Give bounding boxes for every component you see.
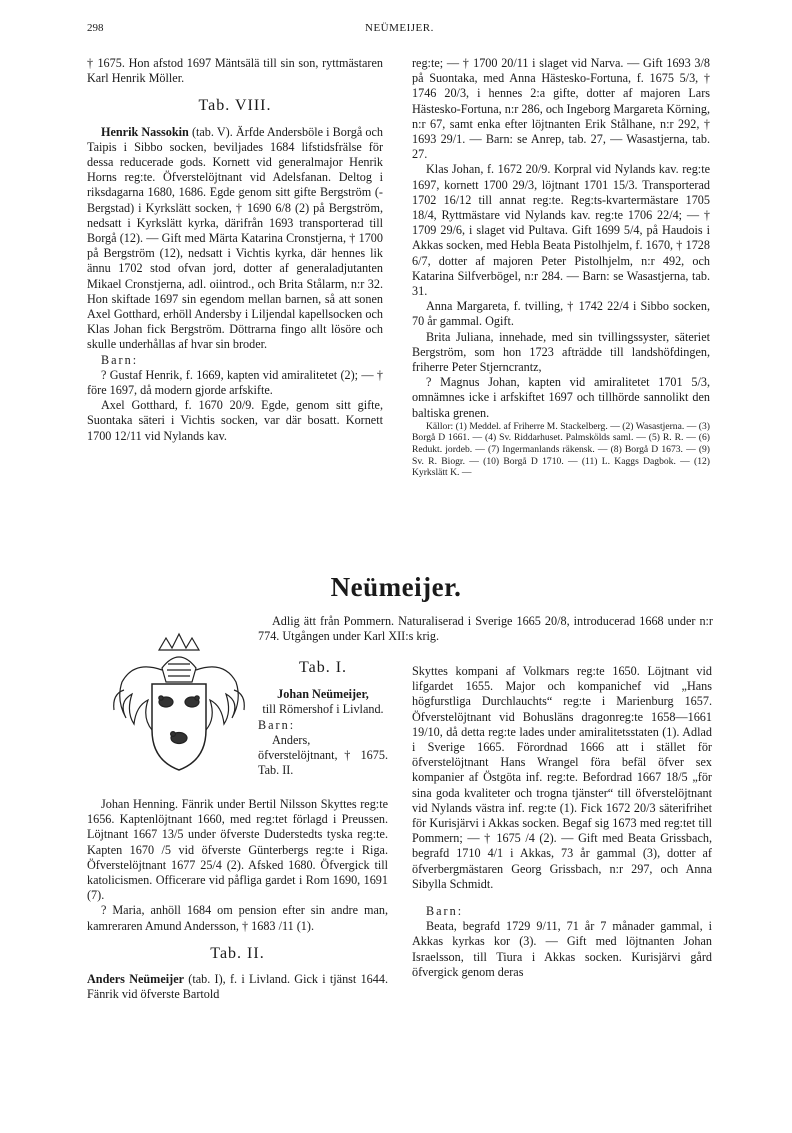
- paragraph: Anna Margareta, f. tvilling, † 1742 22/4 i Sibbo socken, 70 år gammal. Ogift.: [412, 299, 710, 329]
- lower-left-column: [87, 797, 388, 1002]
- upper-left-column: [87, 56, 383, 444]
- coat-of-arms-icon: [104, 620, 254, 780]
- paragraph: Axel Gotthard, f. 1670 20/9. Egde, genom sitt gifte, Suontaka säteri i Vichtis socken, var där bosatt. Kornett 1700 12/11 vid Nylands kav.: [87, 398, 383, 443]
- tab1-block: [258, 660, 388, 778]
- paragraph-johan: Johan Neümeijer, till Römershof i Livland.: [262, 687, 384, 717]
- paragraph-henrik: Henrik Nassokin (tab. V). Ärfde Andersböle i Borgå och Taipis i Sibbo socken, beviljades 1684 lifstidsfrälse för dessa reducerade gods. Kornett vid generalmajor Henrik Horns reg:te. Öfverstelöjtnant vid Adelsfanan. Deltog i riksdagarna 1680, 1686. Egde genom sitt gifte Bergström (-Bergstad) i Kyrkslätt socken, † 1690 6/8 (2) på Bergström, nedsatt i Kyrkslätt kyrka, därifrån 1693 transporterad till Borgå (12). — Gift med Märta Katarina Cronstjerna, † 1700 på Bergström (12), nedsatt i Vichtis kyrka, där hennes lik ännu 1702 stod ofvan jord, dotter af generaladjutanten Mikael Cronstjerna, adl. oiintrod., och Brita Stålarm, n:r 32. Hon skiftade 1697 sin egendom mellan barnen, så att sonen Axel Gotthard, erhöll Andersby i Liljendal kapellsocken och Klas Johan fick Bergström. Döttrarna fingo allt lösöre och skulle underhållas af hvar sin broder.: [87, 124, 383, 352]
- children-heading: Barn:: [258, 717, 296, 732]
- paragraph: Beata, begrafd 1729 9/11, 71 år 7 månader gammal, i Akkas kyrkas kor (3). — Gift med löjtnanten Johan Israelsson, till Tiura i Akkas socken. Kurisjärvi gård öfvergick genom deras: [412, 919, 712, 979]
- paragraph: ? Magnus Johan, kapten vid amiralitetet 1701 5/3, omnämnes icke i arfskiftet 1697 och tillhörde sannolikt den baltiska grenen.: [412, 375, 710, 420]
- paragraph: Brita Juliana, innehade, med sin tvillingssyster, säteriet Bergström, som hon 1723 afträdde till landshöfdingen, friherre Peter Stjerncrantz,: [412, 329, 710, 375]
- paragraph: † 1675. Hon afstod 1697 Mäntsälä till sin son, ryttmästaren Karl Henrik Möller.: [87, 56, 383, 86]
- page-number: 298: [87, 22, 104, 34]
- sources-note: Källor: (1) Meddel. af Friherre M. Stackelberg. — (2) Wasastjerna. — (3) Borgå D 1661. — (4) Sv. Riddarhuset. Palmskölds saml. — (5) R. R. — (6) Redukt. jordeb. — (7) Ingermanlands räkensk. — (8) Borgå D 1673. — (9) Sv. R. Biogr. — (10) Borgå D 1710. — (11) L. Kaggs Dagbok. — (12) Kyrkslätt K. —: [412, 420, 710, 479]
- person-name: Johan Neümeijer,: [277, 687, 369, 702]
- paragraph-anders: Anders Neümeijer (tab. I), f. i Livland. Gick i tjänst 1644. Fänrik vid öfverste Bartold: [87, 972, 388, 1002]
- tab-heading: Tab. VIII.: [198, 97, 272, 115]
- children-heading: Barn:: [101, 352, 139, 367]
- family-title: Neümeijer.: [330, 572, 462, 602]
- upper-right-column: [412, 56, 710, 479]
- person-name: Henrik Nassokin: [101, 124, 189, 139]
- paragraph: Skyttes kompani af Volkmars reg:te 1650. Löjtnant vid lifgardet 1655. Major och kompanichef vid „Hans högfurstliga Durchlauchts“ reg:te i Marienburg 1657. Öfverstelöjtnant vid Bohusläns dragonreg:te 1658—1661 19/10, då detta reg:te lades under amiralitetsstaten (1). Adlad i Sverige 1665. Förordnad 1666 att i stället för öfverstelöjtnant Hans Wrangel föra befäl öfver sex kompanier af Östgöta inf. reg:te. Befordrad 1667 18/5 „för sina goda kvaliteter och trogna tjänster“ till öfverstelöjtnant vid Nylands västra inf. reg:te (1). Fick 1672 20/3 säterifrihet för Kurisjärvi i Akkas socken. Begaf sig 1673 med reg:tet till Pommern; — † 1675 /4 (2). — Gift med Beata Grissbach, begrafd 1710 4/1 i Akkas, 73 år gammal (3), dotter af öfverbergmästaren Georg Grissbach, n:r 297, och Anna Sibylla Schmidt.: [412, 664, 712, 891]
- paragraph: Anders, öfverstelöjtnant, † 1675. Tab. II.: [258, 732, 388, 778]
- paragraph: Johan Henning. Fänrik under Bertil Nilsson Skyttes reg:te 1656. Kaptenlöjtnant 1660, med reg:tet förlagd i Preussen. Löjtnant 1667 13/5 under öfverste Duderstedts tyska reg:te. Kapten 1670 /5 vid öfverste Günterbergs reg:te i Riga. Öfverstelöjtnant 1677 25/4 (2). Afsked 1680. Öfvergick till katolicismen. Officerare vid påfliga gardet i Rom 1690, 1691 (7).: [87, 797, 388, 903]
- paragraph: ? Gustaf Henrik, f. 1669, kapten vid amiralitetet (2); — † före 1697, då modern gjorde arfskifte.: [87, 367, 383, 398]
- running-header: [0, 22, 792, 36]
- paragraph: reg:te; — † 1700 20/11 i slaget vid Narva. — Gift 1693 3/8 på Suontaka, med Anna Hästesko-Fortuna, f. 1675 5/3, † 1746 20/3, i hennes 2:a gifte, dotter af majoren Lars Hästesko-Fortuna, n:r 286, och Ingeborg Margareta Körning, n:r 67, samt enka efter löjtnanten Erik Stålhane, n:r 292, † 1693 29/1. — Barn: se Anrep, tab. 27, — Wasastjerna, tab. 27.: [412, 56, 710, 162]
- lower-right-column: [412, 664, 712, 980]
- running-head: NEÜMEIJER.: [365, 22, 434, 34]
- tab-heading: Tab. II.: [210, 944, 265, 962]
- children-heading: Barn:: [426, 904, 464, 919]
- paragraph: ? Maria, anhöll 1684 om pension efter sin andre man, kamreraren Amund Andersson, † 1683 /11 (1).: [87, 903, 388, 933]
- tab-heading: Tab. I.: [298, 659, 348, 676]
- paragraph: Klas Johan, f. 1672 20/9. Korpral vid Nylands kav. reg:te 1697, kornett 1700 29/3, löjtnant 1701 15/3. Transporterad 1702 16/12 till annat reg:te. Reg:ts-kvartermästare 1705 18/4, Ryttmästare vid Nylands kav. reg:te 1706 22/4; — † 1709 29/6, i slaget vid Pultava. Gift 1699 5/4, på Haudois i Akkas socken, med Hebla Beata Pistolhjelm, f. 1670, † 1728 6/7, dotter af majoren Peter Pistolhjelm, n:r 492, och Katarina Silfverbögel, n:r 284. — Barn: se Wasastjerna, tab. 31.: [412, 162, 710, 299]
- family-intro: Adlig ätt från Pommern. Naturaliserad i Sverige 1665 20/8, introducerad 1668 under n:r 774. Utgången under Karl XII:s krig.: [258, 614, 713, 644]
- person-name: Anders Neümeijer: [87, 972, 185, 987]
